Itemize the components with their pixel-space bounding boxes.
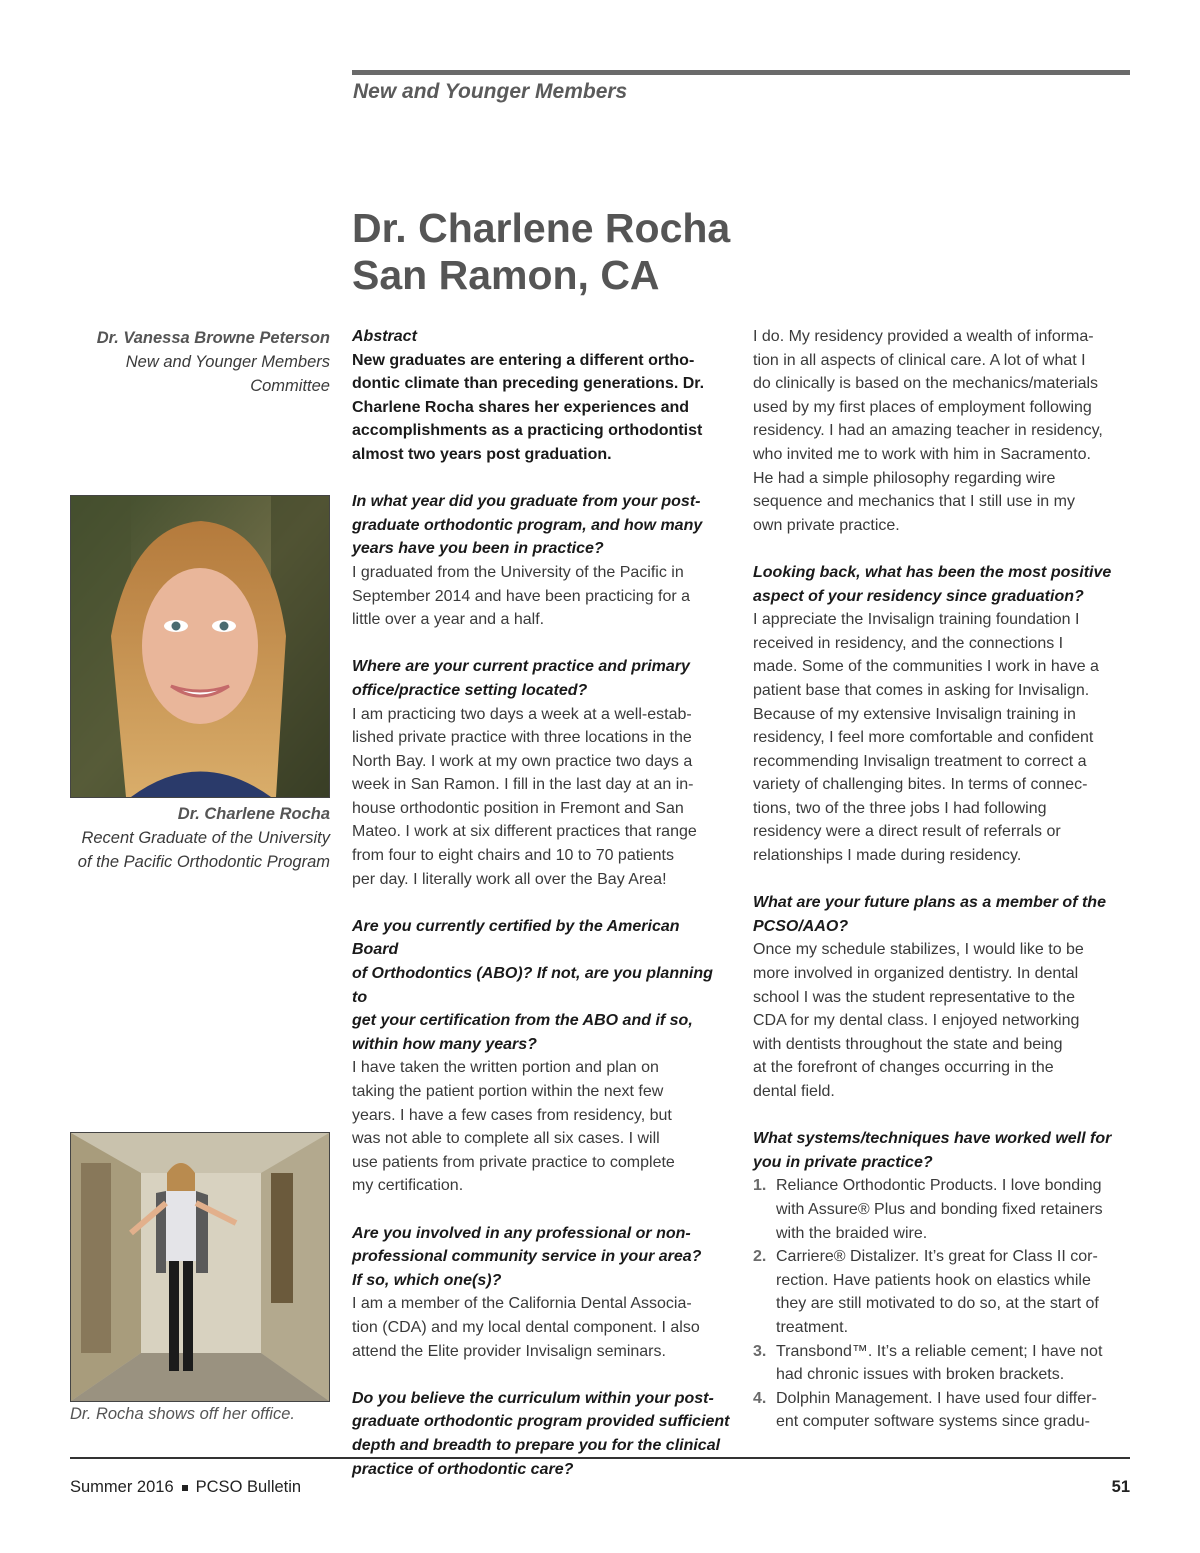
list-number: 3. (753, 1342, 767, 1360)
question-line: years have you been in practice? (352, 540, 604, 558)
answer-line: He had a simple philosophy regarding wire (753, 469, 1056, 487)
answer-line: taking the patient portion within the next few (352, 1083, 664, 1100)
question-graduation-year (352, 490, 730, 561)
answer-line: CDA for my dental class. I enjoyed networking (753, 1012, 1080, 1030)
list-line: had chronic issues with broken brackets. (776, 1366, 1065, 1384)
answer-line: September 2014 and have been practicing for a (352, 587, 691, 605)
title-line-2: San Ramon, CA (352, 252, 660, 298)
answer-line: from four to eight chairs and 10 to 70 patients (352, 847, 674, 865)
author-name: Dr. Vanessa Browne Peterson (96, 329, 330, 347)
question-line: Do you believe the curriculum within your post- (352, 1389, 714, 1407)
question-line: Looking back, what has been the most positive (753, 563, 1112, 581)
answer-line: use patients from private practice to complete (352, 1153, 675, 1171)
office-caption: Dr. Rocha shows off her office. (70, 1405, 295, 1423)
header-rule (352, 70, 1130, 75)
footer-publication: PCSO Bulletin (195, 1478, 302, 1496)
question-line: Are you currently certified by the American Board (352, 917, 680, 959)
question-line: graduate orthodontic program, and how many (352, 516, 703, 534)
question-line: graduate orthodontic program provided sufficient (352, 1413, 730, 1431)
answer-curriculum (753, 325, 1133, 537)
question-abo-certification (352, 915, 730, 1057)
question-line: you in private practice? (753, 1153, 933, 1171)
list-item (753, 1245, 1133, 1339)
answer-line: Because of my extensive Invisalign training in (753, 705, 1076, 723)
question-line: PCSO/AAO? (753, 917, 849, 935)
question-curriculum (352, 1387, 730, 1481)
answer-line: more involved in organized dentistry. In dental (753, 965, 1079, 983)
list-line: rection. Have patients hook on elastics while (776, 1271, 1091, 1289)
answer-line: residency were a direct result of referrals or (753, 823, 1061, 841)
abstract-line: almost two years post graduation. (352, 445, 612, 463)
question-line: depth and breadth to prepare you for the clinical (352, 1436, 721, 1454)
portrait-caption-line-3: of the Pacific Orthodontic Program (77, 853, 330, 871)
section-header: New and Younger Members (353, 80, 628, 103)
question-line: Are you involved in any professional or non- (352, 1224, 691, 1242)
answer-line: per day. I literally work all over the Bay Area! (352, 870, 667, 888)
list-line: with Assure® Plus and bonding fixed retainers (776, 1200, 1103, 1218)
list-line: treatment. (776, 1318, 849, 1336)
answer-line: sequence and mechanics that I still use in my (753, 493, 1075, 511)
answer-line: do clinically is based on the mechanics/materials (753, 375, 1099, 393)
article-column-1 (352, 325, 730, 1481)
answer-line: I have taken the written portion and plan on (352, 1059, 659, 1077)
list-number: 4. (753, 1389, 767, 1407)
answer-line: was not able to complete all six cases. I will (352, 1130, 660, 1148)
answer-line: my certification. (352, 1177, 464, 1195)
question-line: of Orthodontics (ABO)? If not, are you planning to (352, 965, 713, 1006)
answer-line: relationships I made during residency. (753, 847, 1022, 865)
question-line: within how many years? (352, 1035, 537, 1053)
answer-line: I graduated from the University of the Pacific in (352, 563, 684, 581)
abstract-line: dontic climate than preceding generations. Dr. (352, 375, 705, 393)
list-line: with the braided wire. (776, 1224, 928, 1242)
answer-line: I do. My residency provided a wealth of informa- (753, 328, 1094, 345)
answer-future-plans (753, 938, 1133, 1103)
list-line: Transbond™. It’s a reliable cement; I have not (776, 1342, 1103, 1360)
abstract-text (352, 349, 730, 467)
answer-line: residency. I had an amazing teacher in residency, (753, 422, 1103, 440)
question-future-plans (753, 891, 1133, 938)
question-line: office/practice setting located? (352, 681, 588, 699)
abstract-line: accomplishments as a practicing orthodontist (352, 422, 703, 440)
answer-line: North Bay. I work at my own practice two days a (352, 752, 693, 770)
list-number: 2. (753, 1248, 767, 1266)
portrait-photo (70, 495, 330, 798)
title-line-1: Dr. Charlene Rocha (352, 205, 731, 251)
question-line: aspect of your residency since graduation? (753, 587, 1084, 605)
author-byline (97, 326, 330, 398)
answer-line: patient base that comes in asking for Invisalign. (753, 681, 1090, 699)
answer-line: at the forefront of changes occurring in the (753, 1059, 1054, 1077)
question-line: In what year did you graduate from your post- (352, 493, 701, 511)
answer-line: Once my schedule stabilizes, I would like to be (753, 941, 1084, 959)
answer-line: tions, two of the three jobs I had following (753, 799, 1047, 817)
list-line: ent computer software systems since gradu- (776, 1413, 1090, 1431)
answer-line: house orthodontic position in Fremont and San (352, 799, 684, 817)
question-line: If so, which one(s)? (352, 1271, 502, 1289)
question-line: What are your future plans as a member of the (753, 894, 1106, 912)
answer-line: with dentists throughout the state and being (753, 1035, 1063, 1053)
footer-issue (70, 1478, 301, 1497)
answer-residency-positive (753, 608, 1133, 868)
answer-line: lished private practice with three locations in the (352, 729, 692, 747)
answer-abo-certification (352, 1056, 730, 1198)
abstract-label: Abstract (352, 328, 417, 345)
question-line: practice of orthodontic care? (352, 1460, 574, 1478)
answer-graduation-year (352, 561, 730, 632)
question-line: get your certification from the ABO and if so, (352, 1012, 693, 1030)
list-item (753, 1387, 1133, 1434)
office-image (71, 1133, 329, 1401)
footer-rule (70, 1457, 1130, 1459)
question-practice-location (352, 655, 730, 702)
list-number: 1. (753, 1177, 767, 1195)
answer-line: years. I have a few cases from residency, but (352, 1106, 672, 1124)
author-affiliation-1: New and Younger Members (125, 353, 330, 371)
abstract-line: Charlene Rocha shares her experiences and (352, 398, 690, 416)
answer-line: tion in all aspects of clinical care. A lot of what I (753, 351, 1086, 369)
list-line: Dolphin Management. I have used four differ- (776, 1389, 1097, 1407)
question-residency-positive (753, 561, 1133, 608)
article-title (352, 205, 730, 299)
answer-line: used by my first places of employment following (753, 398, 1092, 416)
list-line: Reliance Orthodontic Products. I love bonding (776, 1177, 1102, 1195)
answer-line: own private practice. (753, 516, 900, 534)
author-affiliation-2: Committee (250, 377, 330, 395)
answer-line: I am a member of the California Dental Associa- (352, 1295, 692, 1313)
question-systems-techniques (753, 1127, 1133, 1174)
question-line: Where are your current practice and primary (352, 658, 690, 676)
question-community-service (352, 1222, 730, 1293)
footer-season: Summer 2016 (70, 1478, 174, 1496)
question-line: professional community service in your area? (352, 1248, 702, 1266)
portrait-caption-name: Dr. Charlene Rocha (177, 805, 330, 823)
list-item (753, 1174, 1133, 1245)
answer-community-service (352, 1292, 730, 1363)
answer-line: little over a year and a half. (352, 611, 545, 629)
answer-line: I appreciate the Invisalign training foundation I (753, 611, 1080, 629)
footer-bullet (182, 1485, 188, 1491)
answer-line: made. Some of the communities I work in have a (753, 658, 1099, 676)
abstract-line: New graduates are entering a different ortho- (352, 351, 695, 369)
list-line: Carriere® Distalizer. It’s great for Class II cor- (776, 1248, 1098, 1266)
answer-line: school I was the student representative to the (753, 988, 1075, 1006)
answer-line: attend the Elite provider Invisalign seminars. (352, 1342, 666, 1360)
answer-line: Mateo. I work at six different practices that range (352, 823, 697, 841)
answer-line: residency, I feel more comfortable and confident (753, 729, 1094, 747)
answer-line: received in residency, and the connections I (753, 634, 1064, 652)
portrait-caption-line-2: Recent Graduate of the University (81, 829, 330, 847)
answer-line: variety of challenging bites. In terms of connec- (753, 776, 1088, 794)
answer-line: who invited me to work with him in Sacramento. (753, 445, 1091, 463)
answer-line: I am practicing two days a week at a well-estab- (352, 705, 692, 723)
answer-line: dental field. (753, 1083, 835, 1100)
question-line: What systems/techniques have worked well for (753, 1130, 1112, 1148)
portrait-caption (78, 802, 330, 874)
list-line: they are still motivated to do so, at the start of (776, 1295, 1099, 1313)
office-photo (70, 1132, 330, 1402)
answer-line: tion (CDA) and my local dental component. I also (352, 1318, 700, 1336)
techniques-list (753, 1174, 1133, 1434)
article-column-2 (753, 325, 1133, 1434)
answer-practice-location (352, 703, 730, 892)
answer-line: week in San Ramon. I fill in the last day at an in- (352, 776, 694, 794)
page-number: 51 (1111, 1478, 1130, 1496)
answer-line: recommending Invisalign treatment to correct a (753, 752, 1087, 770)
list-item (753, 1340, 1133, 1387)
portrait-image (71, 496, 329, 797)
